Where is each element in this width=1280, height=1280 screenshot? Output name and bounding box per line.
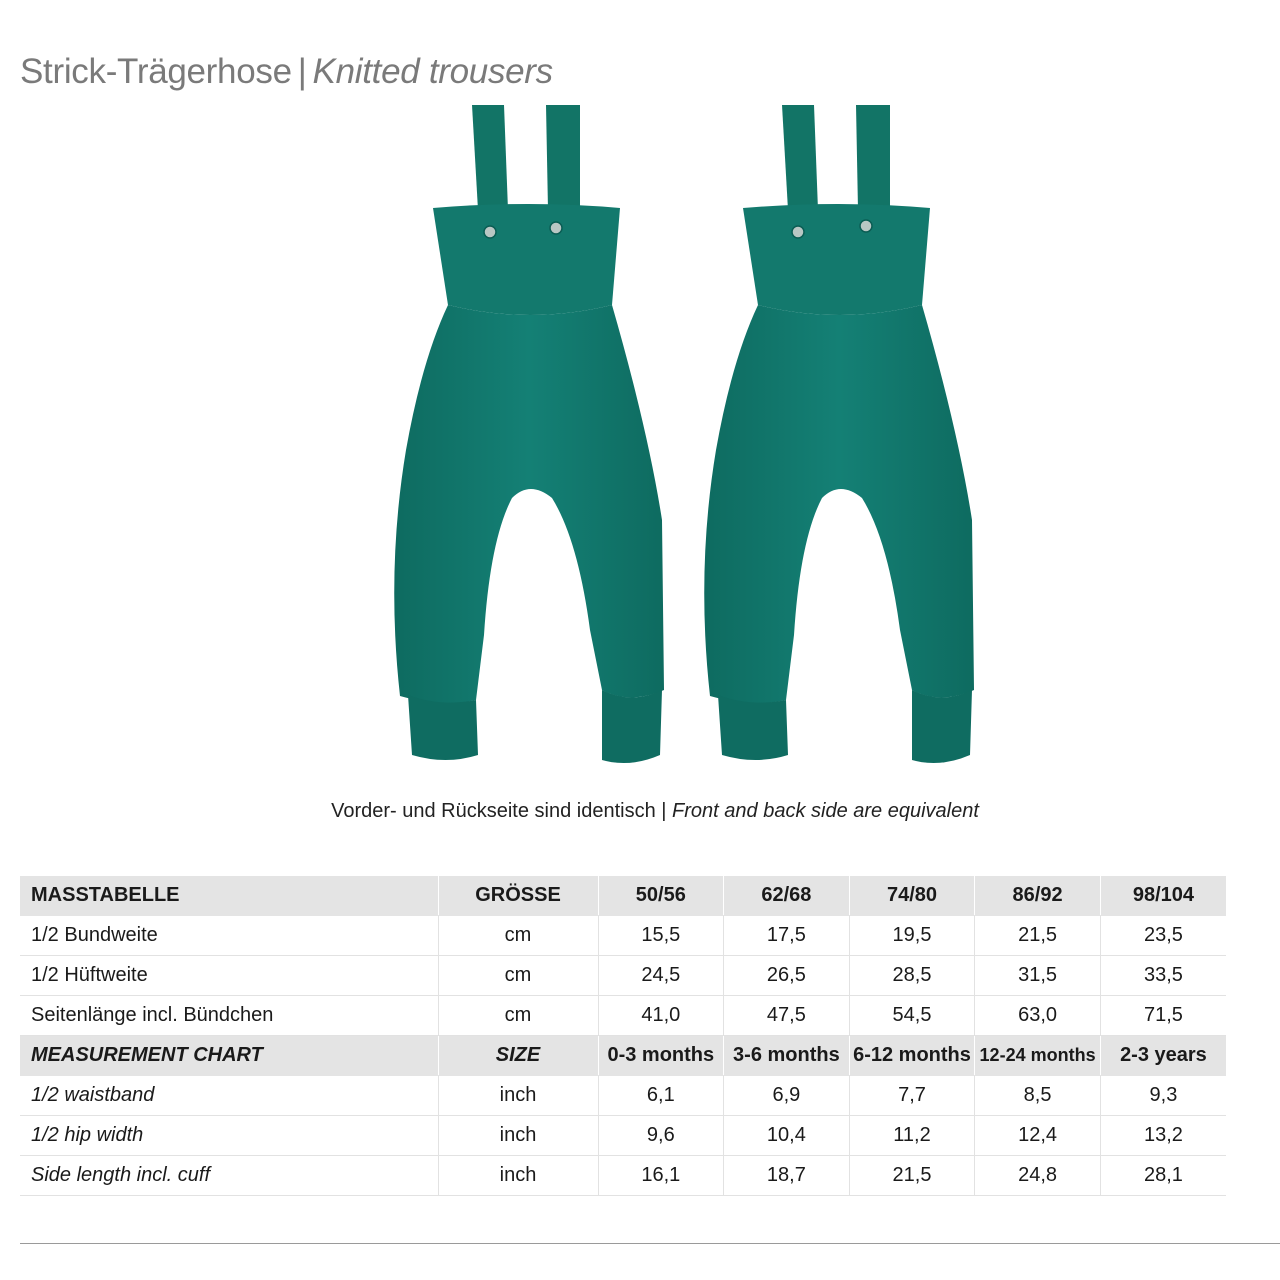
row-label: Side length incl. cuff bbox=[20, 1156, 438, 1196]
metric-header-row bbox=[20, 876, 1226, 916]
knitted-trousers-back-illustration bbox=[690, 100, 990, 770]
table-cell: 33,5 bbox=[1100, 956, 1226, 996]
product-image-front bbox=[380, 100, 680, 770]
metric-header-label: MASSTABELLE bbox=[20, 876, 438, 916]
table-cell: 15,5 bbox=[598, 916, 724, 956]
table-cell: 23,5 bbox=[1100, 916, 1226, 956]
table-cell: 63,0 bbox=[975, 996, 1101, 1036]
table-cell: 6,9 bbox=[724, 1076, 850, 1116]
table-cell: 6,1 bbox=[598, 1076, 724, 1116]
table-cell: 26,5 bbox=[724, 956, 850, 996]
metric-header-unit: GRÖSSE bbox=[438, 876, 598, 916]
table-row bbox=[20, 996, 1226, 1036]
table-cell: 41,0 bbox=[598, 996, 724, 1036]
size-header: 62/68 bbox=[724, 876, 850, 916]
title-separator: | bbox=[297, 52, 307, 91]
table-cell: 21,5 bbox=[849, 1156, 975, 1196]
size-header: 98/104 bbox=[1100, 876, 1226, 916]
table-row bbox=[20, 916, 1226, 956]
row-label: 1/2 hip width bbox=[20, 1116, 438, 1156]
table-cell: 7,7 bbox=[849, 1076, 975, 1116]
table-cell: 11,2 bbox=[849, 1116, 975, 1156]
row-label: 1/2 waistband bbox=[20, 1076, 438, 1116]
age-header: 0-3 months bbox=[598, 1036, 724, 1076]
imperial-header-unit: SIZE bbox=[438, 1036, 598, 1076]
size-chart-table bbox=[20, 876, 1226, 1196]
table-cell: 71,5 bbox=[1100, 996, 1226, 1036]
table-cell: 47,5 bbox=[724, 996, 850, 1036]
row-unit: cm bbox=[438, 996, 598, 1036]
knitted-trousers-front-illustration bbox=[380, 100, 680, 770]
table-cell: 31,5 bbox=[975, 956, 1101, 996]
table-cell: 12,4 bbox=[975, 1116, 1101, 1156]
table-cell: 9,6 bbox=[598, 1116, 724, 1156]
table-cell: 24,8 bbox=[975, 1156, 1101, 1196]
footer-divider bbox=[20, 1243, 1280, 1244]
table-cell: 9,3 bbox=[1100, 1076, 1226, 1116]
size-header: 50/56 bbox=[598, 876, 724, 916]
row-label: 1/2 Hüftweite bbox=[20, 956, 438, 996]
row-unit: inch bbox=[438, 1156, 598, 1196]
age-header: 6-12 months bbox=[849, 1036, 975, 1076]
row-unit: cm bbox=[438, 956, 598, 996]
product-image-back bbox=[690, 100, 990, 770]
page-title bbox=[20, 52, 553, 92]
table-row bbox=[20, 1116, 1226, 1156]
row-label: Seitenlänge incl. Bündchen bbox=[20, 996, 438, 1036]
table-cell: 17,5 bbox=[724, 916, 850, 956]
size-header: 86/92 bbox=[975, 876, 1101, 916]
size-header: 74/80 bbox=[849, 876, 975, 916]
caption-english: Front and back side are equivalent bbox=[672, 800, 979, 822]
table-cell: 19,5 bbox=[849, 916, 975, 956]
table-cell: 10,4 bbox=[724, 1116, 850, 1156]
row-unit: inch bbox=[438, 1076, 598, 1116]
row-label: 1/2 Bundweite bbox=[20, 916, 438, 956]
table-cell: 21,5 bbox=[975, 916, 1101, 956]
age-header: 3-6 months bbox=[724, 1036, 850, 1076]
age-header: 2-3 years bbox=[1100, 1036, 1226, 1076]
table-cell: 28,1 bbox=[1100, 1156, 1226, 1196]
row-unit: inch bbox=[438, 1116, 598, 1156]
caption-german: Vorder- und Rückseite sind identisch | bbox=[331, 800, 667, 822]
row-unit: cm bbox=[438, 916, 598, 956]
table-row bbox=[20, 956, 1226, 996]
table-cell: 54,5 bbox=[849, 996, 975, 1036]
age-header: 12-24 months bbox=[975, 1036, 1101, 1076]
table-cell: 18,7 bbox=[724, 1156, 850, 1196]
table-cell: 8,5 bbox=[975, 1076, 1101, 1116]
table-cell: 24,5 bbox=[598, 956, 724, 996]
imperial-header-label: MEASUREMENT CHART bbox=[20, 1036, 438, 1076]
title-german: Strick-Trägerhose bbox=[20, 52, 292, 91]
table-cell: 16,1 bbox=[598, 1156, 724, 1196]
image-caption bbox=[0, 800, 1280, 823]
table-row bbox=[20, 1156, 1226, 1196]
imperial-header-row bbox=[20, 1036, 1226, 1076]
title-english: Knitted trousers bbox=[312, 52, 553, 91]
table-cell: 28,5 bbox=[849, 956, 975, 996]
table-row bbox=[20, 1076, 1226, 1116]
table-cell: 13,2 bbox=[1100, 1116, 1226, 1156]
